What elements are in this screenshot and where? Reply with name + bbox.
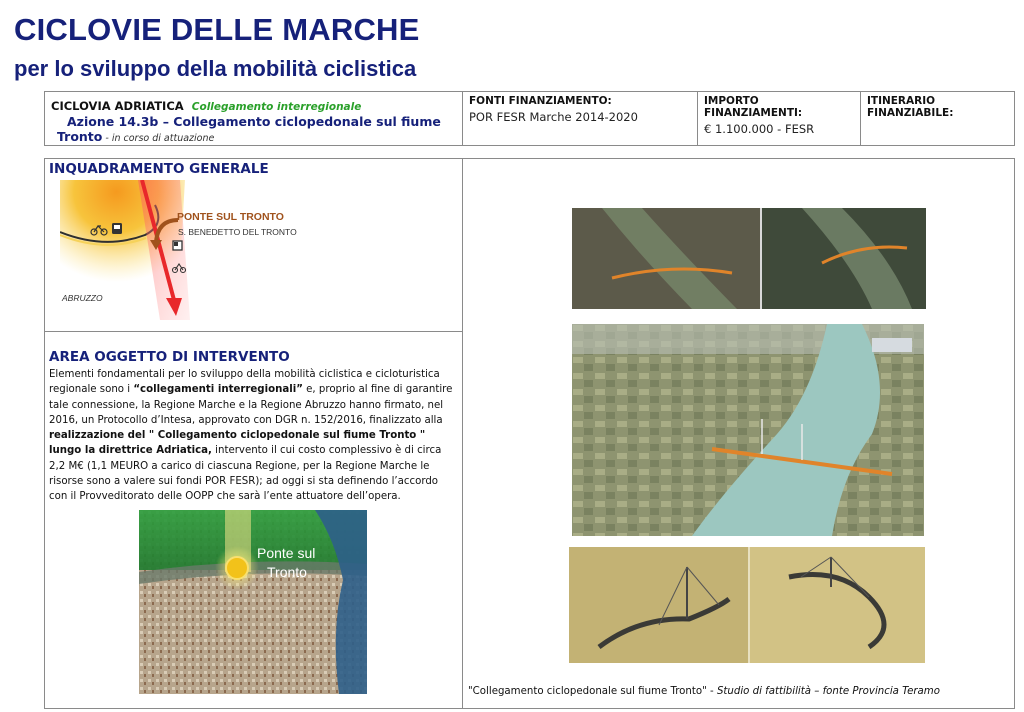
render-image-bottom bbox=[569, 547, 925, 663]
aerial-label-line2: Tronto bbox=[267, 564, 307, 580]
area-text-1: Elementi fondamentali per lo sviluppo della mobilità ciclistica e cicloturistica regionale sono i bbox=[49, 369, 440, 396]
area-bold-1: “collegamenti interregionali” bbox=[133, 384, 303, 396]
itinerario-cell bbox=[861, 92, 1014, 145]
fonti-value: POR FESR Marche 2014-2020 bbox=[469, 110, 638, 124]
caption-main: "Collegamento ciclopedonale sul fiume Tronto" bbox=[468, 686, 707, 697]
page-title: CICLOVIE DELLE MARCHE bbox=[14, 12, 420, 47]
area-text-2: e, proprio al fine di garantire tale connessione, la Regione Marche e la Regione Abruzzo hanno firmato, nel 2016, un Protocollo d’Intesa, approvato con DGR n. 152/2016, finalizzato alla bbox=[49, 384, 453, 426]
azione-sep: - bbox=[102, 133, 112, 144]
importo-label: IMPORTO FINANZIAMENTI: bbox=[704, 95, 803, 119]
render-image-middle bbox=[572, 324, 924, 536]
importo-value: € 1.100.000 - FESR bbox=[704, 122, 815, 136]
area-paragraph bbox=[49, 367, 459, 505]
bridge-location-marker bbox=[226, 557, 248, 579]
area-bold-2: realizzazione del " Collegamento ciclopedonale sul fiume Tronto " lungo la direttrice Adriatica, bbox=[49, 430, 426, 457]
map-label-city: S. BENEDETTO DEL TRONTO bbox=[178, 227, 297, 237]
render-image-top bbox=[572, 208, 926, 309]
importo-cell bbox=[698, 92, 861, 145]
map-label-bridge: PONTE SUL TRONTO bbox=[177, 211, 284, 223]
page-subtitle: per lo sviluppo della mobilità ciclistica bbox=[14, 56, 417, 81]
caption-source: Studio di fattibilità – fonte Provincia Teramo bbox=[716, 686, 940, 697]
area-text-3: intervento il cui costo complessivo è di circa 2,2 M€ (1,1 MEURO a carico di ciascuna Regione, per la Regione Marche le risorse sono a valere sui fondi POR FESR); ad oggi si sta definendo l’accordo con il Provveditorato delle OOPP che sarà l’ente attuatore dell’opera. bbox=[49, 445, 442, 503]
fonti-label: FONTI FINANZIAMENTO: bbox=[469, 95, 612, 107]
train-icon bbox=[173, 241, 182, 250]
bus-icon bbox=[112, 223, 122, 234]
figure-caption bbox=[468, 686, 1008, 697]
stato-text: in corso di attuazione bbox=[111, 133, 215, 144]
azione-line1: Azione 14.3b – Collegamento ciclopedonale sul fiume bbox=[67, 114, 441, 129]
caption-sep: - bbox=[706, 686, 717, 697]
ciclovia-label: CICLOVIA ADRIATICA bbox=[51, 99, 184, 113]
inquadramento-title: INQUADRAMENTO GENERALE bbox=[49, 161, 269, 177]
ciclovia-tag: Collegamento interregionale bbox=[191, 101, 362, 113]
info-header-row bbox=[44, 91, 1015, 146]
aerial-photo bbox=[139, 510, 367, 694]
ciclovia-cell bbox=[45, 92, 463, 145]
itinerario-label: ITINERARIO FINANZIABILE: bbox=[867, 95, 954, 119]
map-label-region: ABRUZZO bbox=[62, 293, 103, 303]
fonti-cell bbox=[463, 92, 698, 145]
area-title: AREA OGGETTO DI INTERVENTO bbox=[49, 349, 290, 365]
schematic-map bbox=[60, 180, 312, 320]
azione-line2: Tronto bbox=[57, 129, 103, 144]
aerial-label-line1: Ponte sul bbox=[257, 545, 316, 561]
